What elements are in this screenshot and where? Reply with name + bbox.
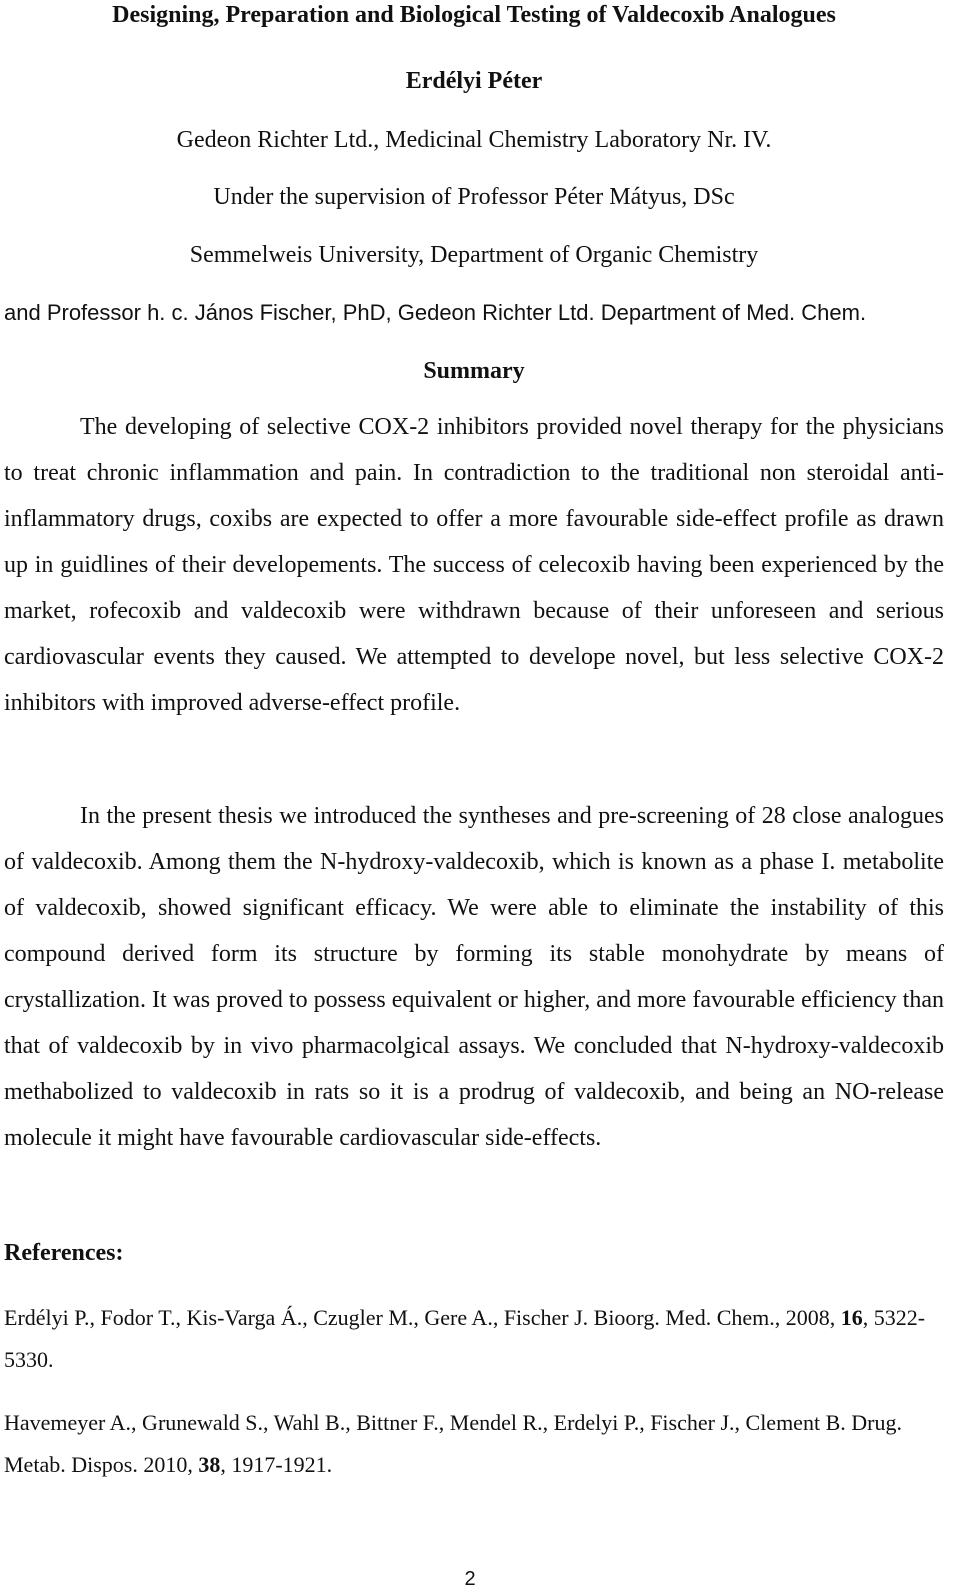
- reference-2-authors-journal: Havemeyer A., Grunewald S., Wahl B., Bittner F., Mendel R., Erdelyi P., Fischer J., Clement B. Drug. Metab. Dispos. 2010,: [4, 1410, 902, 1477]
- references-heading: References:: [4, 1240, 124, 1266]
- reference-1-authors-journal: Erdélyi P., Fodor T., Kis-Varga Á., Czugler M., Gere A., Fischer J. Bioorg. Med. Chem., 2008,: [4, 1305, 836, 1330]
- reference-2-pages: , 1917-1921.: [220, 1452, 333, 1477]
- affiliation-line-4: and Professor h. c. János Fischer, PhD, Gedeon Richter Ltd. Department of Med. Chem.: [4, 300, 867, 325]
- affiliation-line-3: Semmelweis University, Department of Organic Chemistry: [189, 242, 759, 268]
- page-number: 2: [464, 1568, 476, 1590]
- author-name: Erdélyi Péter: [405, 68, 543, 94]
- summary-paragraph-2: In the present thesis we introduced the syntheses and pre-screening of 28 close analogues of valdecoxib. Among them the N-hydroxy-valdecoxib, which is known as a phase I. metabolite of valdecoxib, showed significant efficacy. We were able to eliminate the instability of this compound derived form its structure by forming its stable monohydrate by means of crystallization. It was proved to possess equivalent or higher, and more favourable efficiency than that of valdecoxib by in vivo pharmacolgical assays. We concluded that N-hydroxy-valdecoxib methabolized to valdecoxib in rats so it is a prodrug of valdecoxib, and being an NO-release molecule it might have favourable cardiovascular side-effects.: [4, 803, 944, 1151]
- reference-item-2: [4, 1402, 944, 1486]
- reference-item-1: [4, 1297, 944, 1381]
- reference-1-volume: 16: [840, 1305, 863, 1330]
- summary-heading: Summary: [423, 358, 525, 384]
- affiliation-line-2: Under the supervision of Professor Péter Mátyus, DSc: [213, 184, 735, 210]
- summary-paragraph-1: The developing of selective COX-2 inhibitors provided novel therapy for the physicians to treat chronic inflammation and pain. In contradiction to the traditional non steroidal anti-inflammatory drugs, coxibs are expected to offer a more favourable side-effect profile as drawn up in guidlines of their developements. The success of celecoxib having been experienced by the market, rofecoxib and valdecoxib were withdrawn because of their unforeseen and serious cardiovascular events they caused. We attempted to develope novel, but less selective COX-2 inhibitors with improved adverse-effect profile.: [4, 414, 944, 716]
- reference-2-volume: 38: [198, 1452, 221, 1477]
- reference-1-pages: , 5322-5330.: [4, 1305, 926, 1372]
- document-title: Designing, Preparation and Biological Testing of Valdecoxib Analogues: [112, 2, 836, 28]
- affiliation-line-1: Gedeon Richter Ltd., Medicinal Chemistry Laboratory Nr. IV.: [176, 127, 772, 153]
